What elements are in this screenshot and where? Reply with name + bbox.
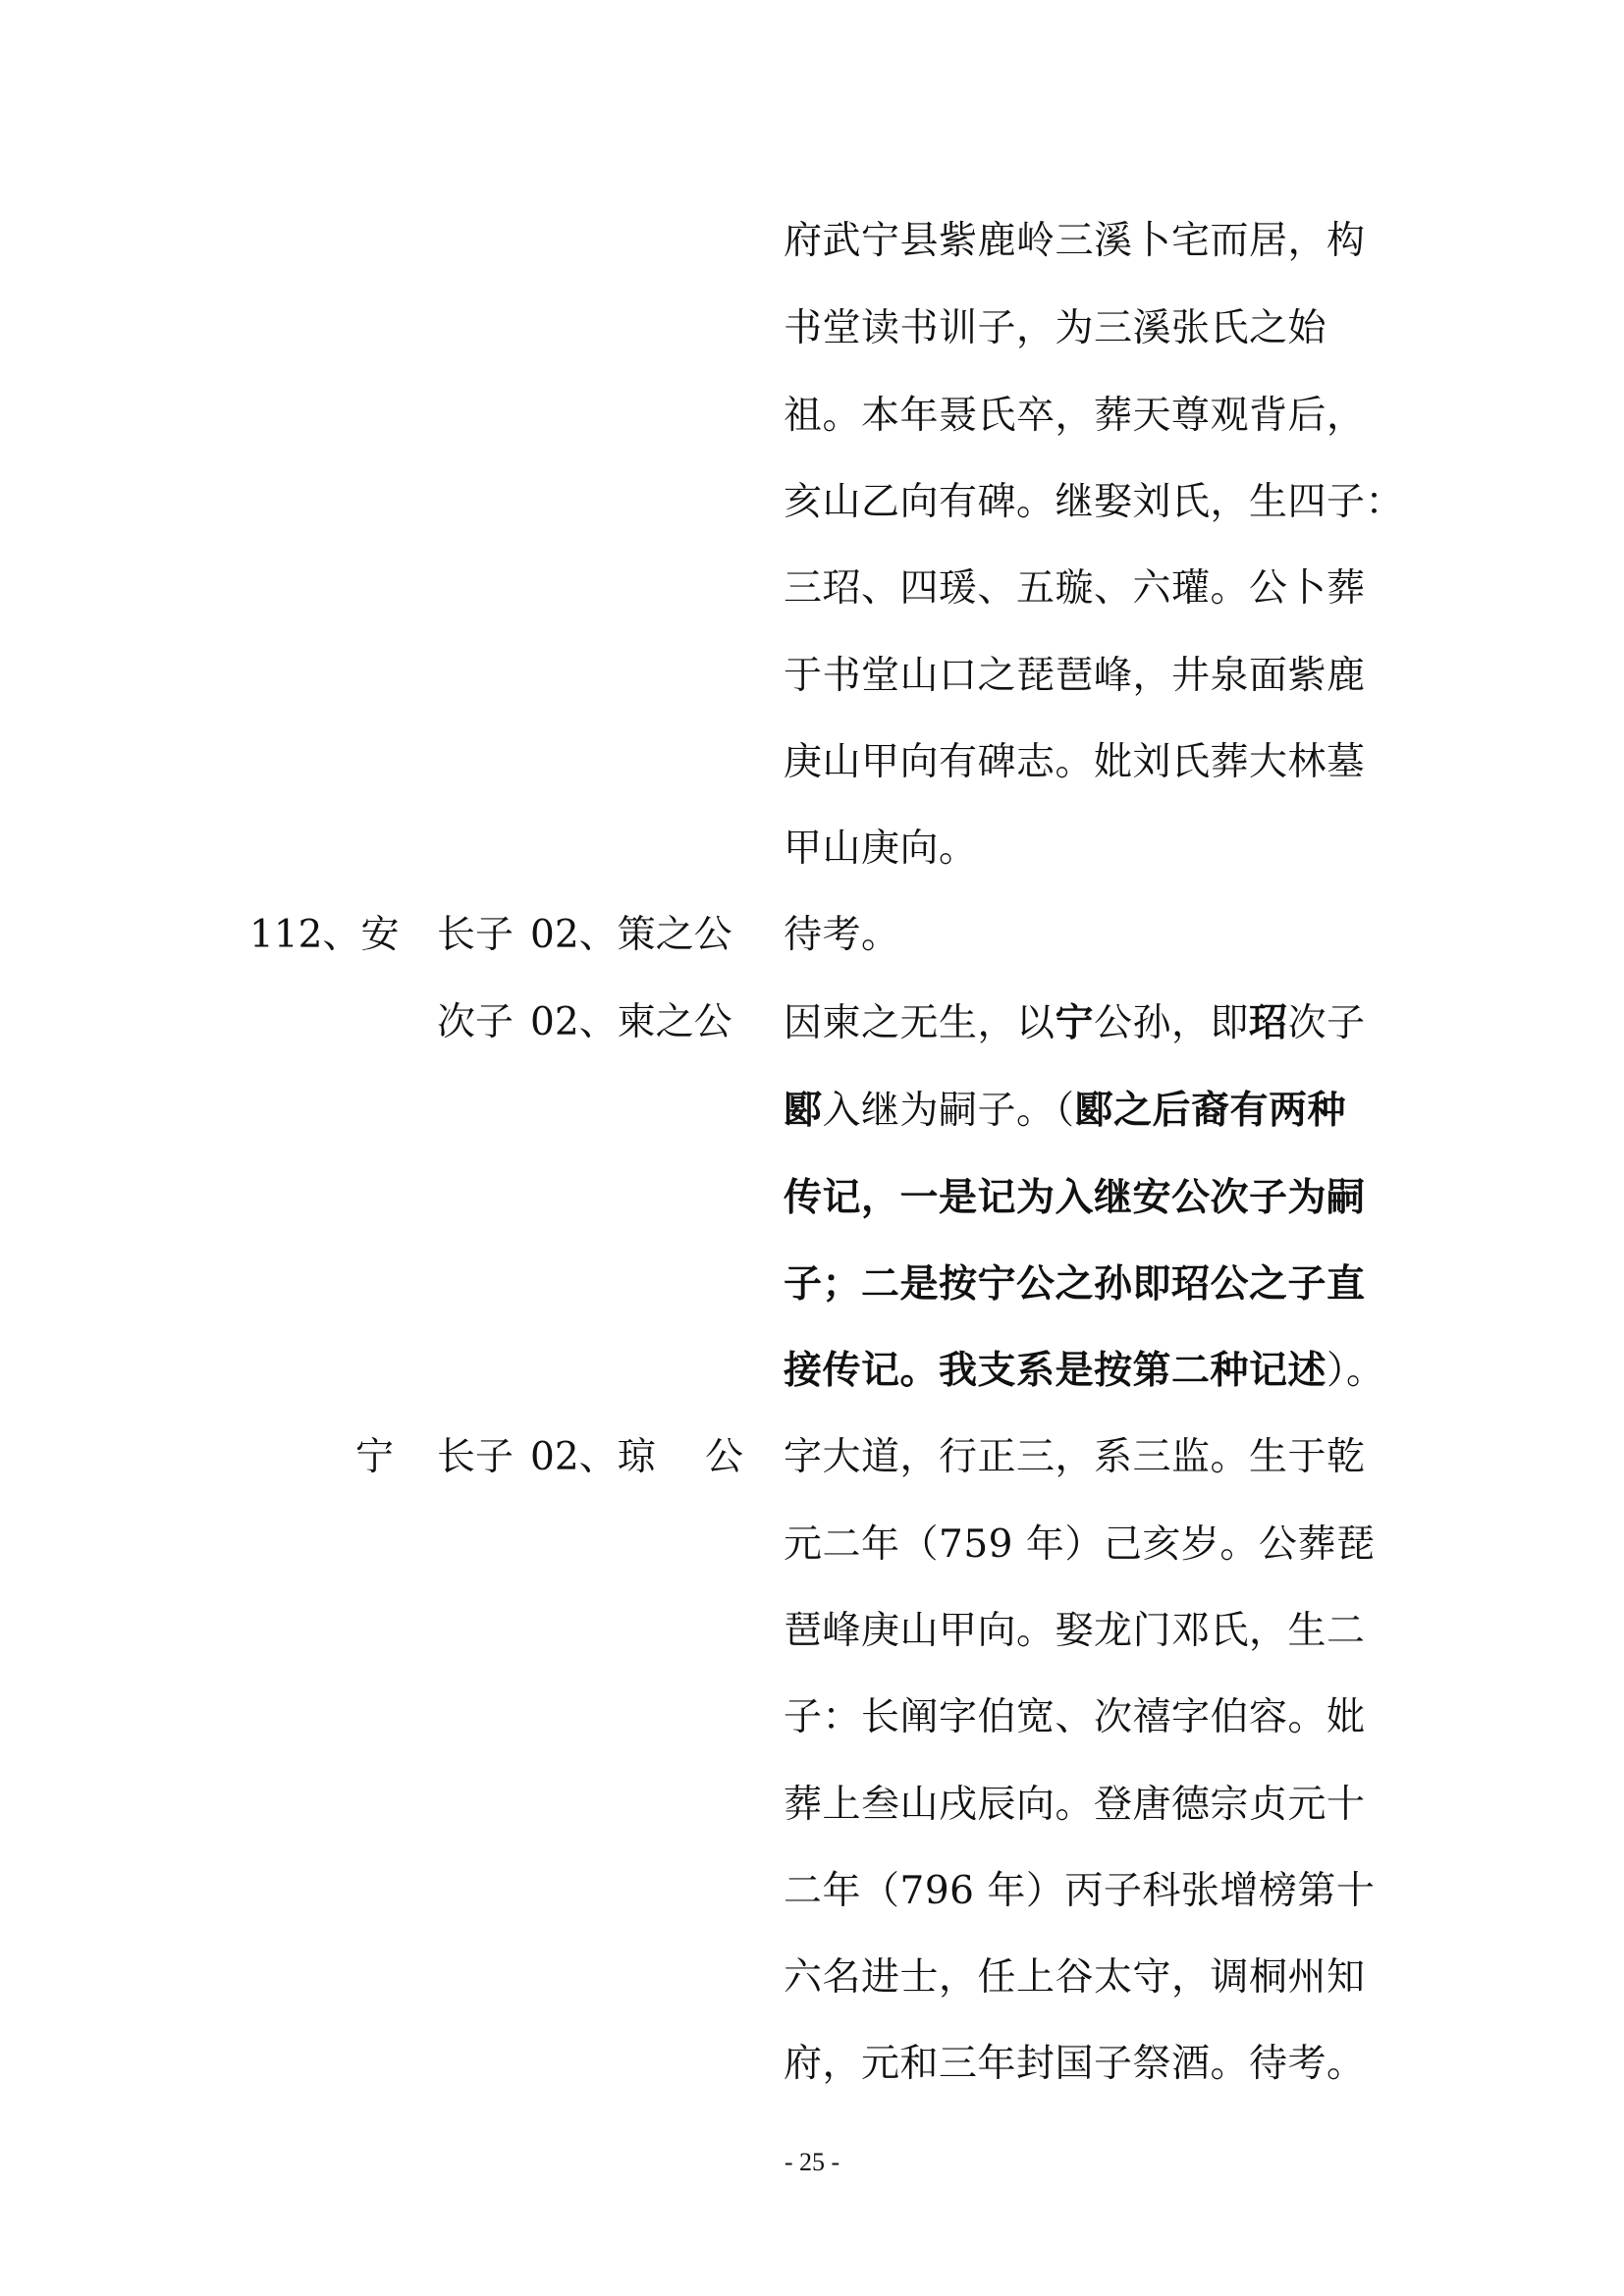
entry-name: 02、柬之公 <box>530 1000 732 1044</box>
entry-name-suffix: 公 <box>705 1435 744 1479</box>
text-line: 府武宁县紫鹿岭三溪卜宅而居，构 <box>784 219 1366 263</box>
entry-father: 宁 <box>355 1435 395 1479</box>
text-run-bold: 郾 <box>784 1088 823 1133</box>
text-run-bold: 接传记。我支系是按第二种记述 <box>784 1348 1327 1393</box>
entry-rank: 次子 <box>437 1000 514 1044</box>
text-run: 入继为嗣子。（ <box>822 1089 1075 1133</box>
text-run: 公孙，即 <box>1094 1001 1250 1045</box>
text-line: 府，元和三年封国子祭酒。待考。 <box>784 2042 1366 2086</box>
text-line-bold: 传记，一是记为入继安公次子为嗣 <box>784 1175 1366 1220</box>
entry-name: 02、策之公 <box>530 913 732 957</box>
text-line: 二年（796 年）丙子科张增榜第十 <box>784 1869 1376 1913</box>
entry-name: 02、琼 <box>530 1435 656 1479</box>
page-number: - 25 - <box>784 2148 840 2176</box>
text-line: 元二年（759 年）己亥岁。公葬琵 <box>784 1522 1376 1567</box>
text-line: 琶峰庚山甲向。娶龙门邓氏，生二 <box>784 1609 1366 1653</box>
text-line: 书堂读书训子，为三溪张氏之始 <box>784 306 1327 350</box>
text-line: 甲山庚向。 <box>784 827 978 871</box>
text-line: 祖。本年聂氏卒，葬天尊观背后， <box>784 394 1366 438</box>
text-run: 次子 <box>1287 1001 1366 1045</box>
entry-number: 112、安 <box>249 913 400 957</box>
text-run: ）。 <box>1326 1349 1385 1393</box>
text-line: 于书堂山口之琵琶峰，井泉面紫鹿 <box>784 654 1366 698</box>
text-line-bold: 子；二是按宁公之孙即玿公之子直 <box>784 1261 1366 1307</box>
text-line <box>784 1081 1432 1140</box>
text-run-bold: 玿 <box>1249 1000 1288 1045</box>
text-run-bold: 宁 <box>1055 1000 1095 1045</box>
text-line: 字大道，行正三，系三监。生于乾 <box>784 1435 1366 1479</box>
text-line: 子：长阐字伯宽、次禧字伯容。妣 <box>784 1695 1366 1739</box>
text-line <box>784 1341 1432 1400</box>
entry-rank: 长子 <box>437 1435 514 1479</box>
text-line: 三玿、四瑗、五璇、六瓘。公卜葬 <box>784 566 1366 611</box>
text-line: 六名进士，任上谷太守，调桐州知 <box>784 1955 1366 2000</box>
text-line: 庚山甲向有碑志。妣刘氏葬大林墓 <box>784 740 1366 784</box>
text-run-bold: 郾之后裔有两种 <box>1074 1088 1347 1133</box>
text-run: 因柬之无生，以 <box>784 1001 1056 1045</box>
text-line <box>784 993 1432 1052</box>
entry-text: 待考。 <box>784 913 900 957</box>
text-line: 亥山乙向有碑。继娶刘氏，生四子： <box>784 480 1405 524</box>
text-line: 葬上叁山戌辰向。登唐德宗贞元十 <box>784 1783 1366 1827</box>
entry-rank: 长子 <box>437 913 514 957</box>
